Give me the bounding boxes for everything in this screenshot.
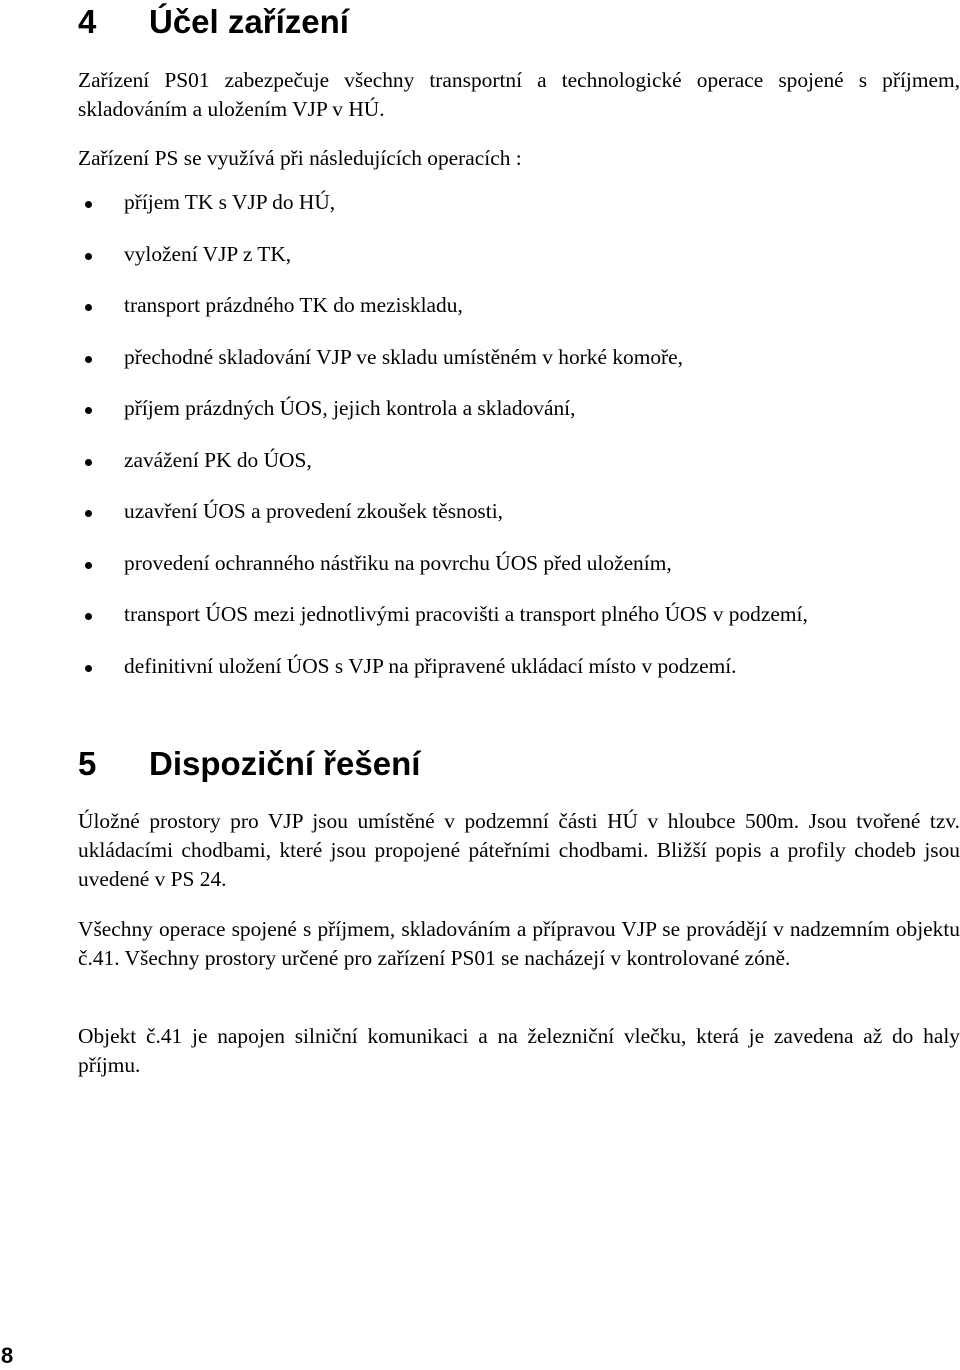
section-5-paragraph-2: Všechny operace spojené s příjmem, skladováním a přípravou VJP se provádějí v nadzemním objektu č.41. Všechny prostory určené pro zařízení PS01 se nacházejí v kontrolované zóně. bbox=[78, 917, 960, 970]
section-5-paragraph-3: Objekt č.41 je napojen silniční komunikaci a na železniční vlečku, která je zavedena až do haly příjmu. bbox=[78, 1024, 960, 1077]
bullet-dot-icon bbox=[85, 356, 92, 363]
bullet-dot-icon bbox=[85, 613, 92, 620]
bullet-dot-icon bbox=[85, 201, 92, 208]
bullet-dot-icon bbox=[85, 562, 92, 569]
section-5-number: 5 bbox=[78, 745, 97, 782]
section-4-number: 4 bbox=[78, 3, 97, 40]
bullet-dot-icon bbox=[85, 665, 92, 672]
section-5-title: Dispoziční řešení bbox=[149, 745, 421, 782]
bullet-dot-icon bbox=[85, 407, 92, 414]
bullet-dot-icon bbox=[85, 510, 92, 517]
document-page: 4 Účel zařízení Zařízení PS01 zabezpečuje všechny transportní a technologické operace spojené s příjmem, skladováním a uložením VJP v HÚ. Zařízení PS se využívá při následujících operacích : příjem TK s VJP do HÚ, vyložení VJP z TK, transport prázdného TK do meziskladu, přechodné skladování VJP ve skladu umístěném v horké komoře, příjem prázdných ÚOS, jejich kontrola a skladování, zavážení PK do ÚOS, uzavření ÚOS a provedení zkoušek těsnosti, provedení ochranného nástřiku na povrchu ÚOS před uložením, transport ÚOS mezi jednotlivými pracovišti a transport plného ÚOS v podzemí, definitivní uložení ÚOS s VJP na připravené ukládací místo v podzemí. 5 Dispoziční řešení Úložné prostory pro VJP jsou umístěné v podzemní části HÚ v hloubce 500m. Jsou tvořené tzv. ukládacími chodbami, které jsou propojené páteřními chodbami. Bližší popis a profily chodeb jsou uvedené v PS 24. Všechny operace spojené s příjmem, skladováním a přípravou VJP se provádějí v nadzemním objektu č.41. Všechny prostory určené pro zařízení PS01 se nacházejí v kontrolované zóně. Objekt č.41 je napojen silniční komunikaci a na železniční vlečku, která je zavedena až do haly příjmu. 8 bbox=[1, 3, 960, 1368]
section-5-heading bbox=[78, 744, 420, 784]
bullet-dot-icon bbox=[85, 253, 92, 260]
section-4-lead-paragraph: Zařízení PS se využívá při následujících operacích : bbox=[78, 146, 522, 170]
section-4-title: Účel zařízení bbox=[149, 3, 349, 40]
section-4-intro-paragraph: Zařízení PS01 zabezpečuje všechny transportní a technologické operace spojené s příjmem, skladováním a uložením VJP v HÚ. bbox=[78, 68, 960, 121]
bullet-dot-icon bbox=[85, 459, 92, 466]
bullet-dot-icon bbox=[85, 304, 92, 311]
section-5-paragraph-1: Úložné prostory pro VJP jsou umístěné v podzemní části HÚ v hloubce 500m. Jsou tvořené tzv. ukládacími chodbami, které jsou propojené páteřními chodbami. Bližší popis a profily chodeb jsou uvedené v PS 24. bbox=[78, 809, 960, 891]
section-4-heading bbox=[78, 2, 349, 42]
page-number: 8 bbox=[1, 1343, 14, 1368]
